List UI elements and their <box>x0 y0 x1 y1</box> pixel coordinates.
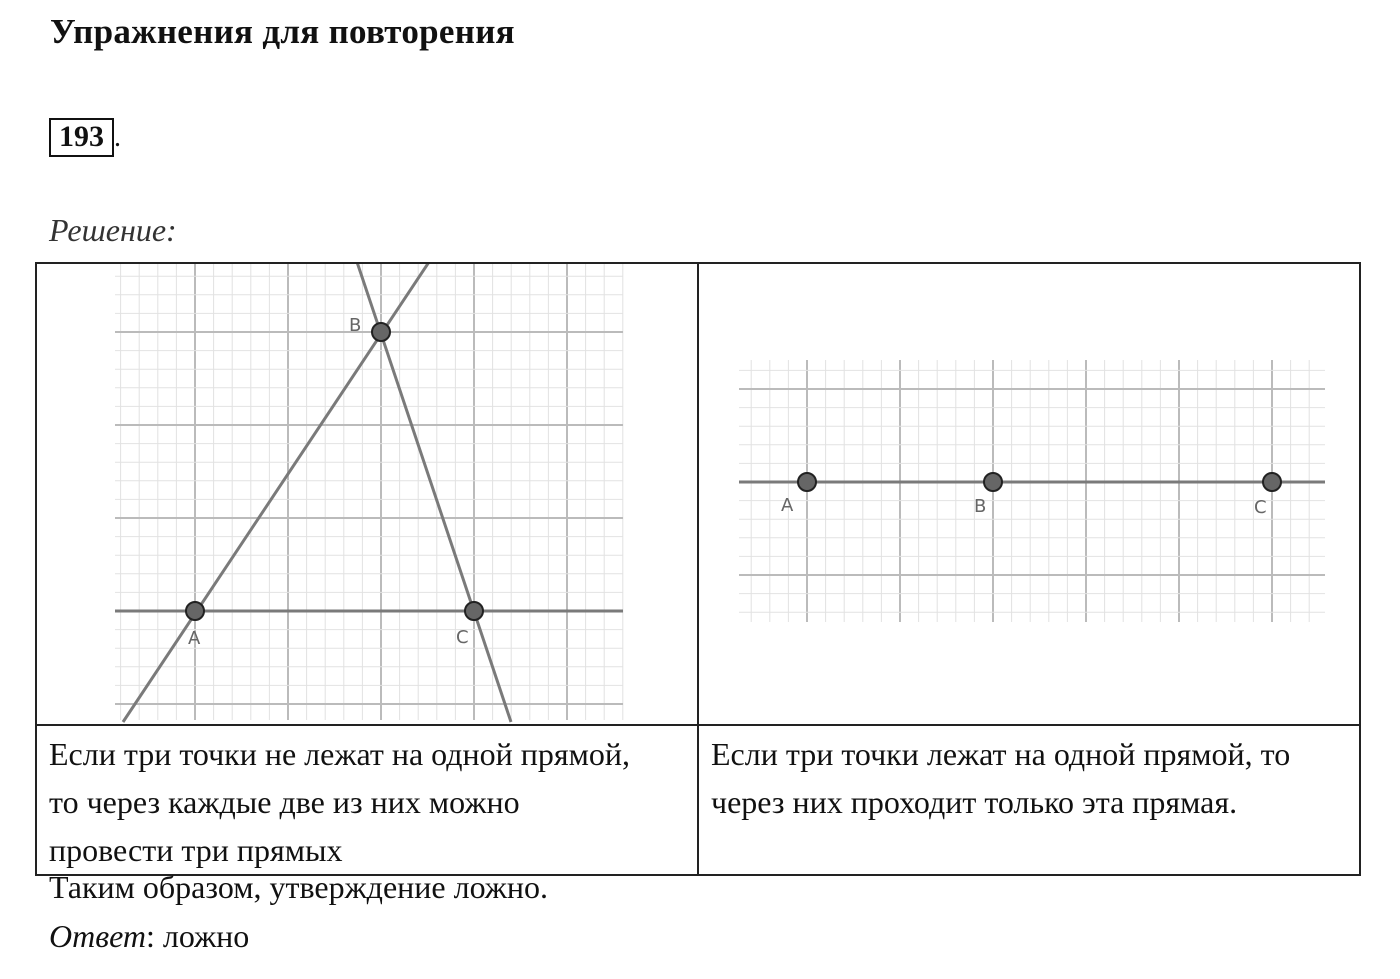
conclusion: Таким образом, утверждение ложно. <box>49 869 549 905</box>
figure-non-collinear <box>37 264 697 724</box>
point-b <box>372 323 390 341</box>
figure-cell-collinear <box>698 263 1360 725</box>
answer-label: Ответ <box>49 918 146 954</box>
point-a <box>798 473 816 491</box>
answer <box>49 918 249 955</box>
figure-cell-non-collinear <box>36 263 698 725</box>
point-b-label: B <box>349 315 362 336</box>
solution-table <box>35 262 1361 876</box>
exercise-number-box: 193 <box>49 118 114 157</box>
statement-collinear <box>698 725 1360 875</box>
point-b <box>984 473 1002 491</box>
figure-collinear <box>699 264 1359 724</box>
answer-value: ложно <box>154 918 250 954</box>
point-b-label: B <box>974 496 987 517</box>
exercise-number-dot: . <box>114 122 121 153</box>
point-c <box>465 602 483 620</box>
statement-line: Если три точки лежат на одной прямой, то <box>711 736 1291 772</box>
statement-line: то через каждые две из них можно <box>49 784 520 820</box>
point-c-label: C <box>456 627 469 648</box>
point-c-label: C <box>1254 497 1267 518</box>
statement-line: через них проходит только эта прямая. <box>711 784 1238 820</box>
exercise-number <box>49 118 121 157</box>
point-c <box>1263 473 1281 491</box>
point-a-label: A <box>781 495 794 516</box>
grid-right <box>739 360 1325 622</box>
statement-line: Если три точки не лежат на одной прямой, <box>49 736 630 772</box>
statement-non-collinear <box>36 725 698 875</box>
grid-left <box>115 264 623 720</box>
section-title: Упражнения для повторения <box>50 12 515 51</box>
statement-line: провести три прямых <box>49 832 343 868</box>
solution-label: Решение: <box>49 212 177 248</box>
answer-separator: : <box>146 918 155 954</box>
point-a <box>186 602 204 620</box>
point-a-label: A <box>188 628 201 649</box>
